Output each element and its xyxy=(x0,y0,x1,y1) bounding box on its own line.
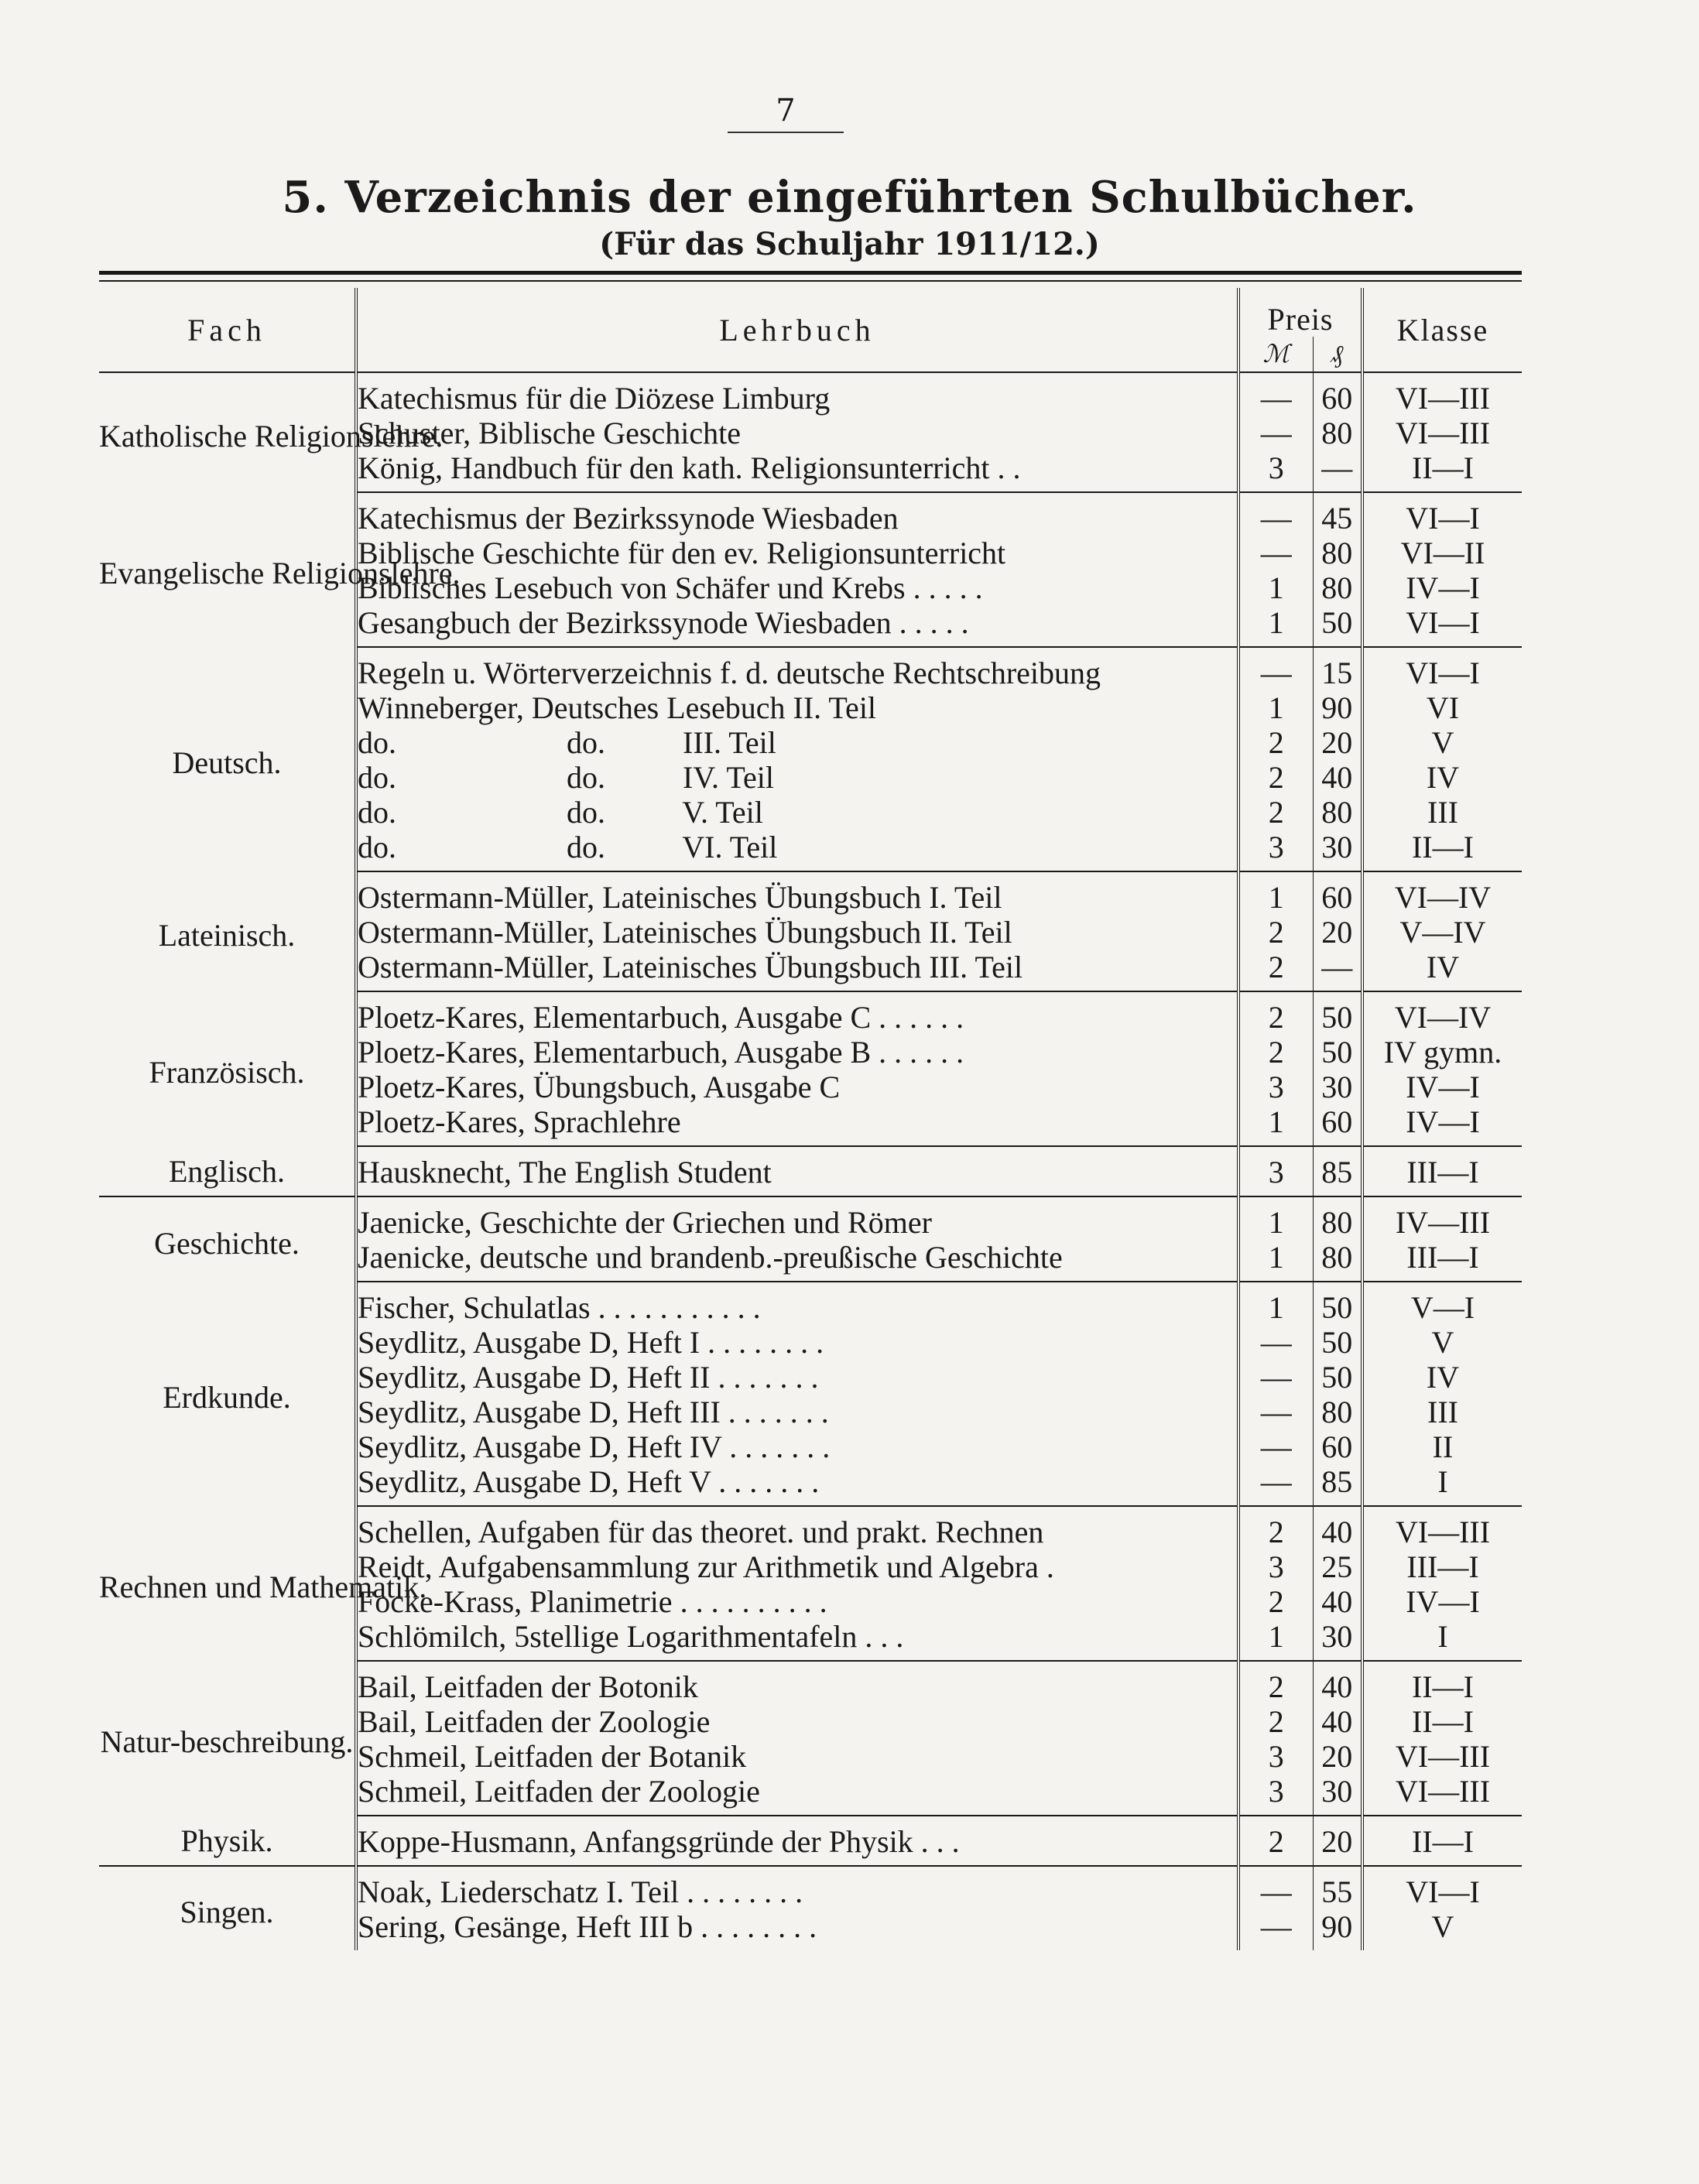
price-pfennig-cell: 40 xyxy=(1313,760,1362,795)
class-range-cell: II—I xyxy=(1362,1816,1522,1866)
book-title-cell: Schmeil, Leitfaden der Botanik xyxy=(356,1739,1238,1774)
class-range-cell: III—I xyxy=(1406,1549,1479,1584)
book-title-cell: Reidt, Aufgabensammlung zur Arithmetik und Algebra . xyxy=(356,1549,1238,1584)
price-mark-cell: 1 xyxy=(1238,1196,1313,1240)
table-row xyxy=(99,1661,1522,1704)
price-pfennig-cell: 15 xyxy=(1313,647,1362,690)
price-pfennig-cell: 60 xyxy=(1313,871,1362,915)
subject-cell: Lateinisch. xyxy=(99,871,356,991)
book-title-cell: Bail, Leitfaden der Botonik xyxy=(356,1661,1238,1704)
book-title-cell: Koppe-Husmann, Anfangsgründe der Physik . . . xyxy=(356,1816,1238,1866)
book-title-cell: Seydlitz, Ausgabe D, Heft IV . . . . . . . xyxy=(356,1429,1238,1464)
page-title: 5. Verzeichnis der eingeführten Schulbücher. xyxy=(282,172,1417,223)
price-mark-cell: 2 xyxy=(1238,950,1313,991)
class-range-cell: I xyxy=(1362,1619,1522,1661)
class-range-cell: IV xyxy=(1426,760,1460,795)
class-range-cell: V—I xyxy=(1410,1290,1475,1325)
price-mark-cell: 3 xyxy=(1238,1070,1313,1104)
book-title-cell: Regeln u. Wörterverzeichnis f. d. deutsche Rechtschreibung xyxy=(356,647,1238,690)
price-pfennig-cell: 25 xyxy=(1313,1549,1362,1584)
price-pfennig-cell: 20 xyxy=(1313,1816,1362,1866)
table-row xyxy=(99,372,1522,416)
class-range-cell: III xyxy=(1427,795,1458,830)
table-row xyxy=(99,991,1522,1035)
book-title-cell: Jaenicke, deutsche und brandenb.-preußische Geschichte xyxy=(356,1240,1238,1282)
book-title-cell: Hausknecht, The English Student xyxy=(356,1146,1238,1196)
book-title-cell: Seydlitz, Ausgabe D, Heft V . . . . . . . xyxy=(356,1464,1238,1506)
class-range-cell: I xyxy=(1362,1464,1522,1506)
price-pfennig-cell: 60 xyxy=(1313,1429,1362,1464)
class-range-cell: III xyxy=(1427,1395,1458,1429)
subject-cell: Rechnen und Mathematik. xyxy=(99,1506,356,1661)
price-mark-cell: — xyxy=(1238,1866,1313,1909)
price-pfennig-cell: 50 xyxy=(1313,1282,1362,1325)
price-pfennig-cell: 85 xyxy=(1313,1146,1362,1196)
class-range-cell: III—I xyxy=(1362,1240,1522,1282)
class-range-cell: IV—I xyxy=(1406,1584,1480,1619)
price-pfennig-cell: 80 xyxy=(1313,570,1362,605)
price-mark-cell: 2 xyxy=(1238,1704,1313,1739)
price-pfennig-cell: 50 xyxy=(1313,991,1362,1035)
price-mark-cell: 2 xyxy=(1238,725,1313,760)
price-pfennig-cell: 55 xyxy=(1313,1866,1362,1909)
price-pfennig-cell: 20 xyxy=(1313,725,1362,760)
book-title-cell: Ostermann-Müller, Lateinisches Übungsbuch II. Teil xyxy=(356,915,1238,950)
book-title-cell: do. do. IV. Teil xyxy=(356,760,1238,795)
book-title-cell: Fischer, Schulatlas . . . . . . . . . . . xyxy=(356,1282,1238,1325)
header-rule xyxy=(99,271,1522,275)
price-mark-cell: 1 xyxy=(1238,871,1313,915)
book-title-cell: do. do. V. Teil xyxy=(356,795,1238,830)
book-title-cell: Ploetz-Kares, Sprachlehre xyxy=(356,1104,1238,1146)
price-mark-cell: 1 xyxy=(1238,605,1313,647)
price-mark-cell: — xyxy=(1238,416,1313,450)
price-mark-cell: 2 xyxy=(1238,915,1313,950)
price-mark-cell: 3 xyxy=(1238,1549,1313,1584)
table-row xyxy=(99,1866,1522,1909)
price-pfennig-cell: 80 xyxy=(1313,416,1362,450)
price-mark-cell: 2 xyxy=(1238,795,1313,830)
price-pfennig-cell: 80 xyxy=(1313,1395,1362,1429)
class-range-cell: VI—III xyxy=(1395,1515,1491,1549)
price-pfennig-cell: 20 xyxy=(1313,1739,1362,1774)
price-pfennig-cell: 80 xyxy=(1313,1240,1362,1282)
price-pfennig-cell: 30 xyxy=(1313,1774,1362,1816)
book-title-cell: König, Handbuch für den kath. Religionsunterricht . . xyxy=(356,450,1238,492)
price-pfennig-cell: 80 xyxy=(1313,1196,1362,1240)
book-title-cell: Seydlitz, Ausgabe D, Heft III . . . . . . . xyxy=(356,1395,1238,1429)
price-mark-cell: 1 xyxy=(1238,690,1313,725)
class-range-cell: VI—II xyxy=(1400,536,1485,570)
price-mark-cell: 1 xyxy=(1238,1619,1313,1661)
book-title-cell: Focke-Krass, Planimetrie . . . . . . . . . . xyxy=(356,1584,1238,1619)
book-title-cell: Jaenicke, Geschichte der Griechen und Römer xyxy=(356,1196,1238,1240)
column-header-pfennig: ₰ xyxy=(1313,337,1362,372)
price-mark-cell: — xyxy=(1238,492,1313,536)
price-pfennig-cell: 80 xyxy=(1313,536,1362,570)
subject-cell: Französisch. xyxy=(99,991,356,1146)
table-row xyxy=(99,1816,1522,1866)
price-mark-cell: 1 xyxy=(1238,1104,1313,1146)
column-header-klasse: Klasse xyxy=(1362,288,1522,372)
book-title-cell: Seydlitz, Ausgabe D, Heft I . . . . . . . . xyxy=(356,1325,1238,1360)
table-row xyxy=(99,1506,1522,1549)
price-pfennig-cell: 30 xyxy=(1313,1619,1362,1661)
column-header-mark: ℳ xyxy=(1238,337,1313,372)
subject-cell: Evangelische Religionslehre. xyxy=(99,492,356,647)
price-mark-cell: — xyxy=(1238,1360,1313,1395)
price-mark-cell: 2 xyxy=(1238,1661,1313,1704)
subject-cell: Katholische Religionslehre. xyxy=(99,372,356,492)
book-title-cell: Gesangbuch der Bezirkssynode Wiesbaden . . . . . xyxy=(356,605,1238,647)
book-title-cell: Ploetz-Kares, Übungsbuch, Ausgabe C xyxy=(356,1070,1238,1104)
class-range-cell: IV—III xyxy=(1395,1205,1491,1240)
table-row xyxy=(99,1196,1522,1240)
price-pfennig-cell: 40 xyxy=(1313,1506,1362,1549)
price-mark-cell: — xyxy=(1238,372,1313,416)
book-title-cell: Biblische Geschichte für den ev. Religionsunterricht xyxy=(356,536,1238,570)
subject-cell: Natur-beschreibung. xyxy=(99,1661,356,1816)
price-pfennig-cell: 90 xyxy=(1313,1909,1362,1950)
price-mark-cell: 3 xyxy=(1238,450,1313,492)
class-range-cell: V xyxy=(1431,1325,1454,1360)
class-range-cell: II xyxy=(1432,1429,1454,1464)
class-range-cell: II—I xyxy=(1362,830,1522,871)
class-range-cell: IV—I xyxy=(1406,570,1480,605)
subject-cell: Physik. xyxy=(99,1816,356,1866)
price-pfennig-cell: 50 xyxy=(1313,1325,1362,1360)
price-mark-cell: — xyxy=(1238,1909,1313,1950)
class-range-cell: IV—I xyxy=(1406,1070,1480,1104)
price-mark-cell: 2 xyxy=(1238,1584,1313,1619)
class-range-cell: VI—III xyxy=(1395,381,1491,416)
book-title-cell: Katechismus der Bezirkssynode Wiesbaden xyxy=(356,492,1238,536)
book-title-cell: Noak, Liederschatz I. Teil . . . . . . . . xyxy=(356,1866,1238,1909)
price-pfennig-cell: 40 xyxy=(1313,1704,1362,1739)
price-pfennig-cell: 90 xyxy=(1313,690,1362,725)
book-title-cell: Sering, Gesänge, Heft III b . . . . . . . . xyxy=(356,1909,1238,1950)
price-mark-cell: 2 xyxy=(1238,760,1313,795)
book-title-cell: Schlömilch, 5stellige Logarithmentafeln . . . xyxy=(356,1619,1238,1661)
column-header-lehrbuch: Lehrbuch xyxy=(356,288,1238,372)
class-range-cell: IV xyxy=(1426,1360,1460,1395)
book-title-cell: Ostermann-Müller, Lateinisches Übungsbuch III. Teil xyxy=(356,950,1238,991)
table-row xyxy=(99,1146,1522,1196)
class-range-cell: V—IV xyxy=(1399,915,1486,950)
book-title-cell: Ostermann-Müller, Lateinisches Übungsbuch I. Teil xyxy=(356,871,1238,915)
class-range-cell: VI—III xyxy=(1395,1739,1491,1774)
price-mark-cell: — xyxy=(1238,1464,1313,1506)
price-mark-cell: 2 xyxy=(1238,991,1313,1035)
price-pfennig-cell: 50 xyxy=(1313,605,1362,647)
book-title-cell: Ploetz-Kares, Elementarbuch, Ausgabe B . . . . . . xyxy=(356,1035,1238,1070)
price-pfennig-cell: 45 xyxy=(1313,492,1362,536)
price-pfennig-cell: 20 xyxy=(1313,915,1362,950)
price-mark-cell: — xyxy=(1238,647,1313,690)
book-title-cell: Katechismus für die Diözese Limburg xyxy=(356,372,1238,416)
book-title-cell: do. do. VI. Teil xyxy=(356,830,1238,871)
class-range-cell: V xyxy=(1431,1909,1454,1944)
price-pfennig-cell: — xyxy=(1313,450,1362,492)
book-title-cell: Schellen, Aufgaben für das theoret. und prakt. Rechnen xyxy=(356,1506,1238,1549)
class-range-cell: V xyxy=(1431,725,1454,760)
table-row xyxy=(99,492,1522,536)
class-range-cell: II—I xyxy=(1362,450,1522,492)
class-range-cell: VI—IV xyxy=(1394,880,1492,915)
class-range-cell: II—I xyxy=(1412,1704,1474,1739)
page-subtitle: (Für das Schuljahr 1911/12.) xyxy=(599,226,1100,262)
book-title-cell: Biblisches Lesebuch von Schäfer und Krebs . . . . . xyxy=(356,570,1238,605)
subject-cell: Geschichte. xyxy=(99,1196,356,1282)
price-mark-cell: 2 xyxy=(1238,1506,1313,1549)
price-pfennig-cell: 30 xyxy=(1313,1070,1362,1104)
price-pfennig-cell: 30 xyxy=(1313,830,1362,871)
price-mark-cell: — xyxy=(1238,536,1313,570)
book-title-cell: Ploetz-Kares, Elementarbuch, Ausgabe C . . . . . . xyxy=(356,991,1238,1035)
price-pfennig-cell: 80 xyxy=(1313,795,1362,830)
column-header-preis: Preis xyxy=(1238,288,1362,337)
class-range-cell: VI—III xyxy=(1362,1774,1522,1816)
book-title-cell: do. do. III. Teil xyxy=(356,725,1238,760)
class-range-cell: IV gymn. xyxy=(1383,1035,1502,1070)
class-range-cell: VI—I xyxy=(1406,501,1480,536)
class-range-cell: III—I xyxy=(1362,1146,1522,1196)
class-range-cell: VI—I xyxy=(1362,605,1522,647)
schoolbook-table xyxy=(99,288,1522,1950)
price-pfennig-cell: 60 xyxy=(1313,372,1362,416)
price-mark-cell: 3 xyxy=(1238,830,1313,871)
class-range-cell: IV xyxy=(1362,950,1522,991)
book-title-cell: Seydlitz, Ausgabe D, Heft II . . . . . . . xyxy=(356,1360,1238,1395)
class-range-cell: IV—I xyxy=(1362,1104,1522,1146)
price-mark-cell: 2 xyxy=(1238,1035,1313,1070)
price-mark-cell: — xyxy=(1238,1395,1313,1429)
price-pfennig-cell: 40 xyxy=(1313,1661,1362,1704)
table-row xyxy=(99,647,1522,690)
class-range-cell: VI xyxy=(1426,690,1460,725)
price-pfennig-cell: 40 xyxy=(1313,1584,1362,1619)
price-pfennig-cell: 85 xyxy=(1313,1464,1362,1506)
column-header-fach: Fach xyxy=(99,288,356,372)
class-range-cell: II—I xyxy=(1412,1669,1474,1704)
book-title-cell: Schuster, Biblische Geschichte xyxy=(356,416,1238,450)
page-number: 7 xyxy=(728,93,844,133)
book-title-cell: Winneberger, Deutsches Lesebuch II. Teil xyxy=(356,690,1238,725)
class-range-cell: VI—I xyxy=(1406,656,1480,690)
price-mark-cell: 1 xyxy=(1238,1240,1313,1282)
class-range-cell: VI—IV xyxy=(1394,1000,1492,1035)
book-title-cell: Bail, Leitfaden der Zoologie xyxy=(356,1704,1238,1739)
price-mark-cell: — xyxy=(1238,1429,1313,1464)
subject-cell: Englisch. xyxy=(99,1146,356,1196)
class-range-cell: VI—III xyxy=(1395,416,1491,450)
price-pfennig-cell: — xyxy=(1313,950,1362,991)
price-mark-cell: 3 xyxy=(1238,1146,1313,1196)
price-mark-cell: 3 xyxy=(1238,1739,1313,1774)
price-mark-cell: 1 xyxy=(1238,570,1313,605)
table-row xyxy=(99,1282,1522,1325)
subject-cell: Erdkunde. xyxy=(99,1282,356,1506)
price-mark-cell: 1 xyxy=(1238,1282,1313,1325)
subject-cell: Deutsch. xyxy=(99,647,356,871)
price-pfennig-cell: 60 xyxy=(1313,1104,1362,1146)
subject-cell: Singen. xyxy=(99,1866,356,1950)
price-mark-cell: 2 xyxy=(1238,1816,1313,1866)
price-pfennig-cell: 50 xyxy=(1313,1360,1362,1395)
book-title-cell: Schmeil, Leitfaden der Zoologie xyxy=(356,1774,1238,1816)
price-pfennig-cell: 50 xyxy=(1313,1035,1362,1070)
price-mark-cell: 3 xyxy=(1238,1774,1313,1816)
header-rule-thin xyxy=(99,280,1522,282)
price-mark-cell: — xyxy=(1238,1325,1313,1360)
table-row xyxy=(99,871,1522,915)
class-range-cell: VI—I xyxy=(1406,1874,1480,1909)
